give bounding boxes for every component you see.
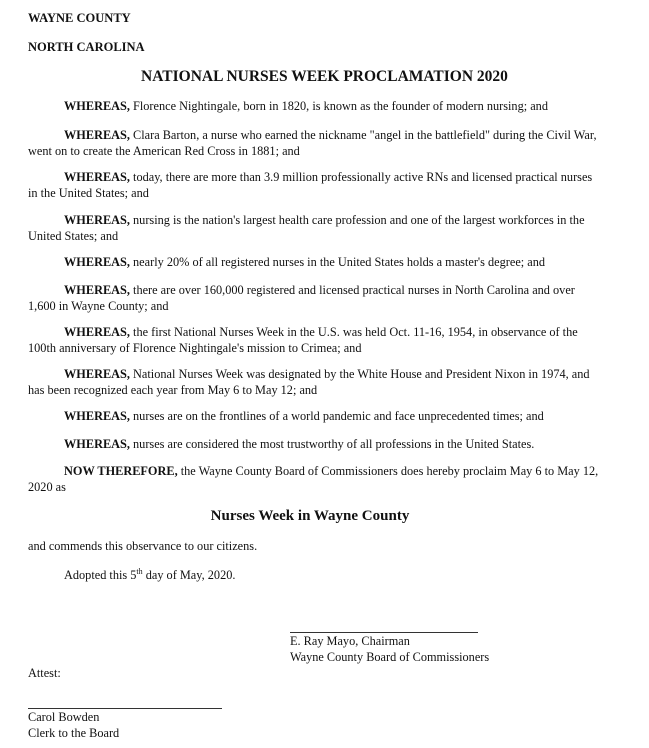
- whereas-clause-2: WHEREAS, Clara Barton, a nurse who earned the nickname "angel in the battlefield" during the Civil War, went on to create the American Red Cross in 1881; and: [28, 128, 597, 158]
- whereas-clause-6: WHEREAS, there are over 160,000 registered and licensed practical nurses in North Carolina and over 1,600 in Wayne County; and: [28, 283, 575, 313]
- chairman-name: E. Ray Mayo, Chairman: [290, 634, 410, 648]
- adopted-date: Adopted this 5th day of May, 2020.: [64, 566, 236, 582]
- state-header: NORTH CAROLINA: [28, 40, 145, 54]
- now-therefore-clause: NOW THEREFORE, the Wayne County Board of Commissioners does hereby proclaim May 6 to May 12, 2020 as: [28, 464, 599, 494]
- commends-text: and commends this observance to our citizens.: [28, 539, 258, 553]
- proclaimed-title: Nurses Week in Wayne County: [210, 508, 410, 524]
- whereas-clause-9: WHEREAS, nurses are on the frontlines of a world pandemic and face unprecedented times; and: [64, 409, 544, 423]
- clerk-name: Carol Bowden: [28, 710, 100, 724]
- whereas-clause-8: WHEREAS, National Nurses Week was designated by the White House and President Nixon in 1974, and has been recognized each year from May 6 to May 12; and: [28, 367, 590, 397]
- whereas-clause-1: WHEREAS, Florence Nightingale, born in 1820, is known as the founder of modern nursing; and: [64, 99, 548, 113]
- chairman-board: Wayne County Board of Commissioners: [290, 650, 490, 664]
- whereas-clause-4: WHEREAS, nursing is the nation's largest health care profession and one of the largest workforces in the United States; and: [28, 213, 585, 243]
- attest-label: Attest:: [28, 666, 61, 680]
- clerk-signature-line: [28, 708, 222, 709]
- whereas-clause-5: WHEREAS, nearly 20% of all registered nurses in the United States holds a master's degree; and: [64, 255, 546, 269]
- whereas-clause-3: WHEREAS, today, there are more than 3.9 million professionally active RNs and licensed practical nurses in the United States; and: [28, 170, 593, 200]
- county-header: WAYNE COUNTY: [28, 11, 131, 25]
- whereas-clause-7: WHEREAS, the first National Nurses Week in the U.S. was held Oct. 11-16, 1954, in observance of the 100th anniversary of Florence Nightingale's mission to Crimea; and: [28, 325, 578, 355]
- clerk-role: Clerk to the Board: [28, 726, 120, 740]
- chairman-signature-line: [290, 632, 478, 633]
- whereas-clause-10: WHEREAS, nurses are considered the most trustworthy of all professions in the United States.: [64, 437, 535, 451]
- proclamation-title: NATIONAL NURSES WEEK PROCLAMATION 2020: [141, 68, 508, 85]
